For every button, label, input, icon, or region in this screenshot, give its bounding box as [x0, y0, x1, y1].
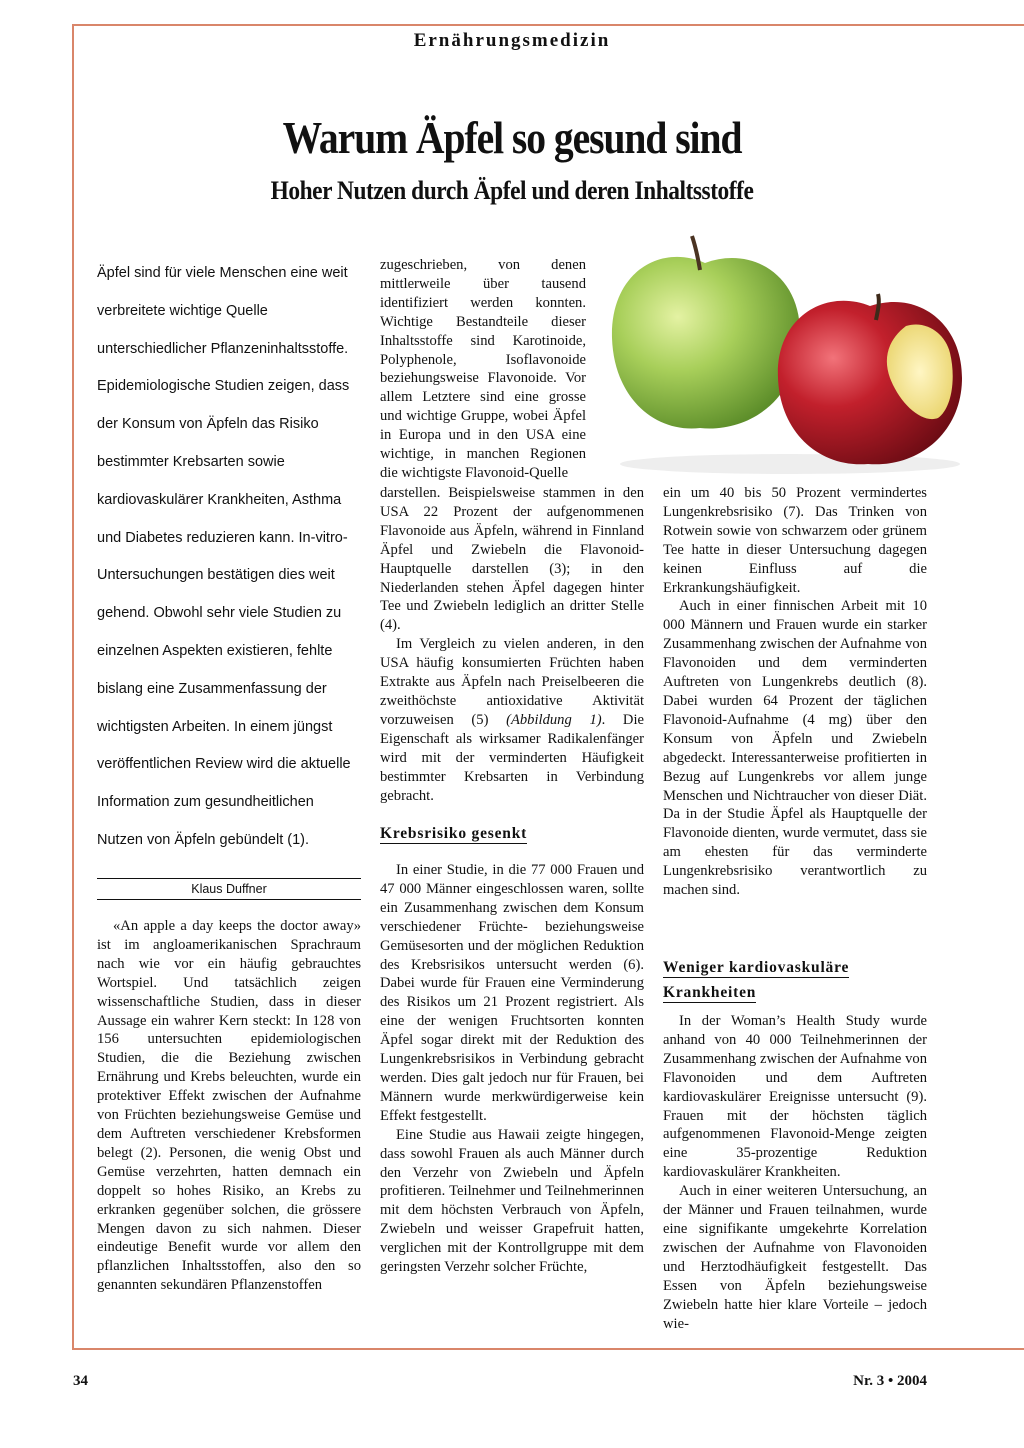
- section-heading-krebsrisiko: [380, 821, 527, 846]
- article-lead: [97, 255, 359, 860]
- paragraph: zugeschrieben, von denen mittlerweile über tausend identifiziert werden konnten. Wichtige Bestandteile dieser Inhaltsstoffe sind Karotinoide, Polyphenole, Isoflavonoide beziehungsweise Flavonoide. Vor allem Letztere sind eine grosse und wichtige Gruppe, wobei Äpfel in Europa und in den USA eine wichtige, in manchen Regionen die wichtigste Flavonoid-Quelle: [380, 257, 586, 481]
- article-title: Warum Äpfel so gesund sind: [282, 113, 742, 163]
- section-heading-kardiovaskulaer: [663, 955, 927, 1005]
- column-2-bottom: [380, 861, 644, 1277]
- column-3-bottom: [663, 1012, 927, 1333]
- figure-reference: (Abbildung 1): [506, 711, 602, 728]
- author-byline: [97, 878, 361, 900]
- paragraph-text: Im Vergleich zu vielen anderen, in den USA häufig konsumierten Früchten haben Extrakte aus Äpfeln nach Preiselbeeren die zweithöchste antioxidative Aktivität vorzuweisen (5): [380, 636, 644, 728]
- lead-text: Äpfel sind für viele Menschen eine weit verbreitete wichtige Quelle unterschiedlicher Pflanzeninhaltsstoffe. Epidemiologische Studien zeigen, dass der Konsum von Äpfeln das Risiko bestimmter Krebsarten sowie kardiovaskulärer Krankheiten, Asthma und Diabetes reduzieren kann. In-vitro-Untersuchungen bestätigen dies weit gehend. Obwohl sehr viele Studien zu einzelnen Aspekten existieren, fehlte bislang eine Zusammenfassung der wichtigsten Arbeiten. In einem jüngst veröffentlichen Review wird die aktuelle Information zum gesundheitlichen Nutzen von Äpfeln gebündelt (1).: [97, 265, 351, 848]
- red-apple-stem: [876, 294, 879, 320]
- section-label: Ernährungsmedizin: [413, 30, 611, 51]
- paragraph: [380, 635, 644, 805]
- column-1-body: [97, 917, 361, 1295]
- column-2-top: [380, 256, 586, 483]
- green-apple: [612, 257, 800, 429]
- paragraph: Auch in einer weiteren Untersuchung, an der Männer und Frauen teilnahmen, wurde eine signifikante umgekehrte Korrelation zwischen der Aufnahme von Flavonoiden und Herztodhäufigkeit festgestellt. Das Essen von Äpfeln beziehungsweise Zwiebeln hatte hier klare Vorteile – jedoch wie-: [663, 1183, 927, 1332]
- page-number: 34: [73, 1373, 88, 1389]
- issue-info: Nr. 3 • 2004: [853, 1373, 927, 1389]
- heading-text: Krebsrisiko gesenkt: [380, 825, 528, 842]
- paragraph: darstellen. Beispielsweise stammen in den USA 22 Prozent der aufgenommenen Flavonoide aus Äpfeln, während in Finnland Äpfel und Zwiebeln die Flavonoid-Hauptquelle darstellen (3); in den Niederlanden stehen Äpfel dagegen hinter Tee und Zwiebeln lediglich an dritter Stelle (4).: [380, 485, 644, 634]
- heading-text: Weniger kardiovaskuläre: [663, 959, 850, 976]
- apples-image: [600, 228, 970, 478]
- paragraph: In einer Studie, in die 77 000 Frauen und 47 000 Männer eingeschlossen waren, sollte ein Zusammenhang zwischen dem Konsum verschiedener Früchte- beziehungsweise Gemüsesorten und der möglichen Reduktion des Krebsrisikos untersucht werden (6). Dabei wurde für Frauen eine Verminderung des Risikos um 21 Prozent registriert. Als eine der wenigen Fruchtsorten konnten Äpfel sogar direkt mit der Reduktion des Lungenkrebsrisikos in Verbindung gebracht werden. Dies galt jedoch nur für Frauen, bei Männern wurde merkwürdigerweise kein Effekt festgestellt.: [380, 862, 644, 1124]
- paragraph: In der Woman’s Health Study wurde anhand von 40 000 Teilnehmerinnen der Zusammenhang zwischen der Aufnahme von Flavonoiden und dem Auftreten kardiovaskulärer Ereignisse untersucht (9). Frauen mit der höchsten täglich aufgenommenen Flavonoid-Menge zeigten eine 35-prozentige Reduktion kardiovaskulärer Krankheiten.: [663, 1013, 927, 1181]
- paragraph-text: . Die Eigenschaft als wirksamer Radikalenfänger wird mit der verminderten Häufigkeit bestimmter Krebsarten in Verbindung gebracht.: [380, 711, 644, 804]
- article-subtitle: Hoher Nutzen durch Äpfel und deren Inhaltsstoffe: [270, 176, 754, 205]
- column-2-middle: [380, 484, 644, 805]
- author-name: Klaus Duffner: [191, 882, 267, 896]
- heading-text: Krankheiten: [663, 984, 757, 1001]
- paragraph: Eine Studie aus Hawaii zeigte hingegen, dass sowohl Frauen als auch Männer durch den Verzehr von Zwiebeln und Äpfeln profitieren. Teilnehmer und Teilnehmerinnen mit dem höchsten Verbrauch von Äpfeln, Zwiebeln und weisser Grapefruit hatten, verglichen mit der Kontrollgruppe mit dem geringsten Verzehr solcher Früchte,: [380, 1126, 644, 1276]
- column-3-top: [663, 484, 927, 900]
- paragraph: Auch in einer finnischen Arbeit mit 10 000 Männern und Frauen wurde ein starker Zusammenhang zwischen der Aufnahme von Flavonoiden und dem verminderten Auftreten von Lungenkrebs deutlich (8). Dabei wurden 64 Prozent der täglichen Flavonoid-Aufnahme (4 mg) über den Konsum von Äpfeln und Zwiebeln abgedeckt. Interessanterweise profitierten in Bezug auf Lungenkrebs vor allem junge Menschen und Nichtraucher von dieser Diät. Da in der Studie Äpfel als Hauptquelle der Flavonoide dienten, wurde vermutet, dass sie am ehesten für das verminderte Lungenkrebsrisiko verantwortlich zu machen sind.: [663, 598, 927, 899]
- paragraph: «An apple a day keeps the doctor away» ist im angloamerikanischen Sprachraum nach wie vor ein häufig gebrauchtes Wortspiel. Und tatsächlich zeigen wissenschaftliche Studien, dass in dieser Aussage ein wahrer Kern steckt: In 128 von 156 untersuchten epidemiologischen Studien, die die Beziehung zwischen Ernährung und Krebs beleuchten, wurde ein protektiver Effekt zwischen der Aufnahme von Früchten beziehungsweise Gemüse und dem Auftreten verschiedener Krebsformen belegt (2). Personen, die wenig Obst und Gemüse verzehrten, hatten demnach ein doppelt so hohes Risiko, an Krebs zu erkranken gegenüber solchen, die grössere Mengen davon zu sich nahmen. Dieser eindeutige Benefit wurde vor allem den pflanzlichen Inhaltsstoffen, also den so genannten sekundären Pflanzenstoffen: [97, 918, 361, 1294]
- paragraph: ein um 40 bis 50 Prozent vermindertes Lungenkrebsrisiko (7). Das Trinken von Rotwein sowie von schwarzem oder grünem Tee hatte in dieser Untersuchung dagegen keinen Einfluss auf die Erkrankungshäufigkeit.: [663, 485, 927, 596]
